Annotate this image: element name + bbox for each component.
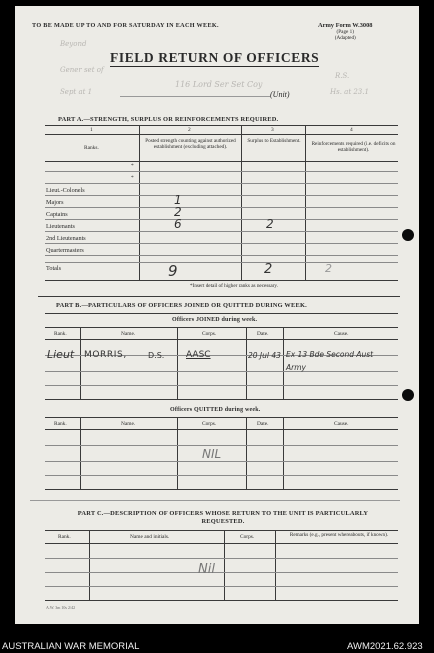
asterisk-2: * [131, 175, 134, 181]
part-a-footnote: *Insert detail of higher ranks as necessary. [190, 283, 278, 289]
joined-rank: Lieut [47, 348, 75, 361]
joined-col-rank: Rank. [54, 331, 67, 337]
quitted-entry: NIL [202, 447, 222, 461]
footer-right: AWM2021.62.923 [347, 641, 423, 652]
quitted-col-rank: Rank. [54, 421, 67, 427]
joined-corps: AASC [186, 350, 211, 360]
form-adapted: (Adapted) [334, 35, 356, 41]
rank-label: Lieutenants [46, 223, 75, 230]
lieutenants-surplus: 2 [266, 217, 274, 231]
rank-label: Captains [46, 211, 68, 218]
section-divider [38, 296, 400, 297]
form-number [318, 22, 373, 41]
col-number-2: 2 [188, 127, 191, 133]
form-page: (Page 1) [336, 29, 354, 35]
unit-line [120, 96, 270, 97]
part-c-col-rank: Rank. [58, 534, 71, 540]
faint-unit-handwriting: 116 Lord Ser Set Coy [175, 80, 263, 89]
part-c-heading: PART C.—DESCRIPTION OF OFFICERS WHOSE RETURN TO THE UNIT IS PARTICULARLY REQUESTED. [77, 510, 369, 525]
col-header-posted: Posted strength counting against authorized establishment (excluding attached). [145, 138, 236, 150]
lieutenants-posted: 6 [174, 217, 182, 231]
joined-table-top [45, 313, 398, 314]
part-c-col-corps: Corps. [240, 534, 255, 540]
col-header-surplus: Surplus to Establishment. [247, 138, 301, 144]
rank-label: Lieut.-Colonels [46, 187, 85, 194]
col-header-reinforcements: Reinforcements required (i.e. deficits on establishment). [311, 141, 396, 153]
faint-note-3: Sept at 1 [60, 88, 93, 96]
totals-surplus: 2 [264, 262, 273, 277]
part-c-col-remarks: Remarks (e.g., present whereabouts, if known). [289, 532, 389, 538]
joined-date: 20 Jul 43 [248, 351, 281, 360]
page-title: FIELD RETURN OF OFFICERS [110, 50, 320, 65]
joined-col-corps: Corps. [202, 331, 217, 337]
quitted-col-date: Date. [257, 421, 269, 427]
asterisk-1: * [131, 163, 134, 169]
joined-initials: D.S. [148, 351, 165, 360]
joined-name: MORRIS, [84, 350, 127, 360]
quitted-col-name: Name. [121, 421, 136, 427]
col-header-ranks: Ranks. [84, 145, 99, 151]
faint-note-2: Gener set of [60, 66, 104, 74]
totals-label: Totals [46, 265, 62, 272]
joined-col-cause: Cause. [334, 331, 349, 337]
totals-reinforcements: 2 [325, 262, 332, 275]
part-c-entry: Nil [198, 562, 215, 577]
part-b-heading: PART B.—PARTICULARS OF OFFICERS JOINED OR QUITTED DURING WEEK. [56, 302, 307, 309]
rank-label: Majors [46, 199, 64, 206]
col-number-4: 4 [350, 127, 353, 133]
quitted-col-corps: Corps. [202, 421, 217, 427]
rank-label: 2nd Lieutenants [46, 235, 86, 242]
part-c-col-name: Name and initials. [130, 534, 170, 540]
part-a-heading: PART A.—STRENGTH, SURPLUS OR REINFORCEMENTS REQUIRED. [58, 116, 279, 123]
quitted-title: Officers QUITTED during week. [170, 407, 261, 413]
faint-note-1: Beyond [60, 40, 87, 48]
rank-label: Quartermasters [46, 247, 84, 254]
footer-left: AUSTRALIAN WAR MEMORIAL [2, 641, 140, 652]
joined-col-date: Date. [257, 331, 269, 337]
faint-note-4: R.S. [335, 72, 350, 80]
majors-posted: 1 [174, 193, 182, 207]
quitted-col-cause: Cause. [334, 421, 349, 427]
punch-hole-top [402, 229, 414, 241]
unit-label: (Unit) [270, 90, 290, 99]
captains-posted: 2 [174, 205, 182, 219]
form-name: Army Form W.3008 [318, 22, 373, 29]
totals-posted: 9 [168, 262, 178, 280]
joined-col-name: Name. [121, 331, 136, 337]
printer-code: A.W. 3m 10s 2/42 [46, 605, 76, 610]
joined-title: Officers JOINED during week. [172, 317, 258, 323]
col-number-1: 1 [90, 127, 93, 133]
punch-hole-bottom [402, 389, 414, 401]
section-divider [30, 500, 400, 501]
faint-note-5: Hs. at 23.1 [330, 88, 369, 96]
col-number-3: 3 [271, 127, 274, 133]
joined-cause: Ex 13 Bde Second Aust Army [286, 350, 374, 372]
form-instruction: TO BE MADE UP TO AND FOR SATURDAY IN EACH WEEK. [32, 22, 219, 29]
